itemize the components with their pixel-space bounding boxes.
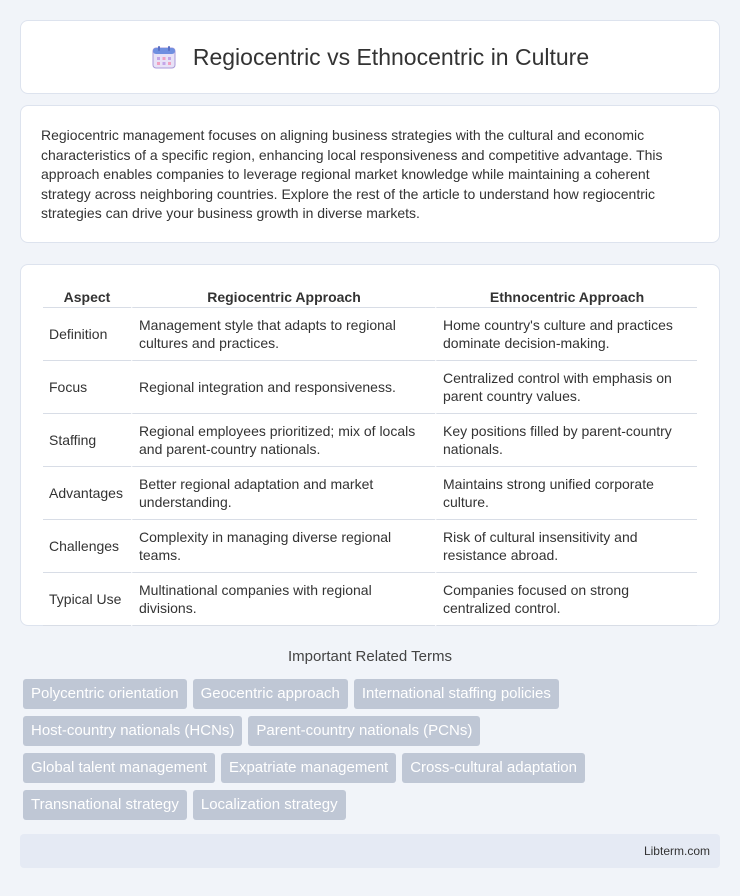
related-term-tag[interactable]: Parent-country nationals (PCNs) <box>248 716 480 746</box>
page-title: Regiocentric vs Ethnocentric in Culture <box>192 43 590 70</box>
cell-ethnocentric: Maintains strong unified corporate culture. <box>435 467 697 520</box>
cell-regiocentric: Complexity in managing diverse regional teams. <box>131 520 435 573</box>
header-ethnocentric: Ethnocentric Approach <box>435 285 697 308</box>
cell-aspect: Definition <box>43 308 131 361</box>
related-term-tag[interactable]: Global talent management <box>23 753 215 783</box>
table-row <box>43 467 697 520</box>
comparison-card <box>20 264 720 626</box>
related-term-tag[interactable]: International staffing policies <box>354 679 559 709</box>
cell-regiocentric: Better regional adaptation and market understanding. <box>131 467 435 520</box>
table-row <box>43 308 697 361</box>
intro-card <box>20 105 720 243</box>
cell-regiocentric: Multinational companies with regional divisions. <box>131 573 435 626</box>
cell-ethnocentric: Key positions filled by parent-country nationals. <box>435 414 697 467</box>
cell-ethnocentric: Home country's culture and practices dominate decision-making. <box>435 308 697 361</box>
table-row <box>43 414 697 467</box>
related-term-tag[interactable]: Transnational strategy <box>23 790 187 820</box>
cell-aspect: Challenges <box>43 520 131 573</box>
cell-ethnocentric: Companies focused on strong centralized control. <box>435 573 697 626</box>
cell-aspect: Advantages <box>43 467 131 520</box>
table-row <box>43 520 697 573</box>
related-term-tag[interactable]: Localization strategy <box>193 790 346 820</box>
cell-ethnocentric: Centralized control with emphasis on parent country values. <box>435 361 697 414</box>
calendar-icon <box>151 44 177 70</box>
cell-regiocentric: Management style that adapts to regional cultures and practices. <box>131 308 435 361</box>
footer <box>20 834 720 868</box>
related-term-tag[interactable]: Cross-cultural adaptation <box>402 753 585 783</box>
related-term-tag[interactable]: Polycentric orientation <box>23 679 187 709</box>
header-regiocentric: Regiocentric Approach <box>131 285 435 308</box>
table-header-row <box>43 285 697 308</box>
related-term-tag[interactable]: Expatriate management <box>221 753 396 783</box>
cell-aspect: Staffing <box>43 414 131 467</box>
related-term-tag[interactable]: Host-country nationals (HCNs) <box>23 716 242 746</box>
table-row <box>43 361 697 414</box>
title-card <box>20 20 720 94</box>
cell-aspect: Focus <box>43 361 131 414</box>
cell-regiocentric: Regional employees prioritized; mix of locals and parent-country nationals. <box>131 414 435 467</box>
table-row <box>43 573 697 626</box>
header-aspect: Aspect <box>43 285 131 308</box>
cell-regiocentric: Regional integration and responsiveness. <box>131 361 435 414</box>
intro-text: Regiocentric management focuses on aligning business strategies with the cultural and economic characteristics of a specific region, enhancing local responsiveness and competitive advantage. This approach enables companies to leverage regional market knowledge while maintaining a coherent strategy across neighboring countries. Explore the rest of the article to understand how regiocentric strategies can drive your business growth in diverse markets. <box>41 127 663 221</box>
cell-aspect: Typical Use <box>43 573 131 626</box>
footer-site-link[interactable]: Libterm.com <box>643 844 710 858</box>
related-terms-list <box>20 679 630 820</box>
comparison-table <box>43 285 697 626</box>
related-term-tag[interactable]: Geocentric approach <box>193 679 348 709</box>
cell-ethnocentric: Risk of cultural insensitivity and resistance abroad. <box>435 520 697 573</box>
related-terms-title: Important Related Terms <box>288 648 452 665</box>
